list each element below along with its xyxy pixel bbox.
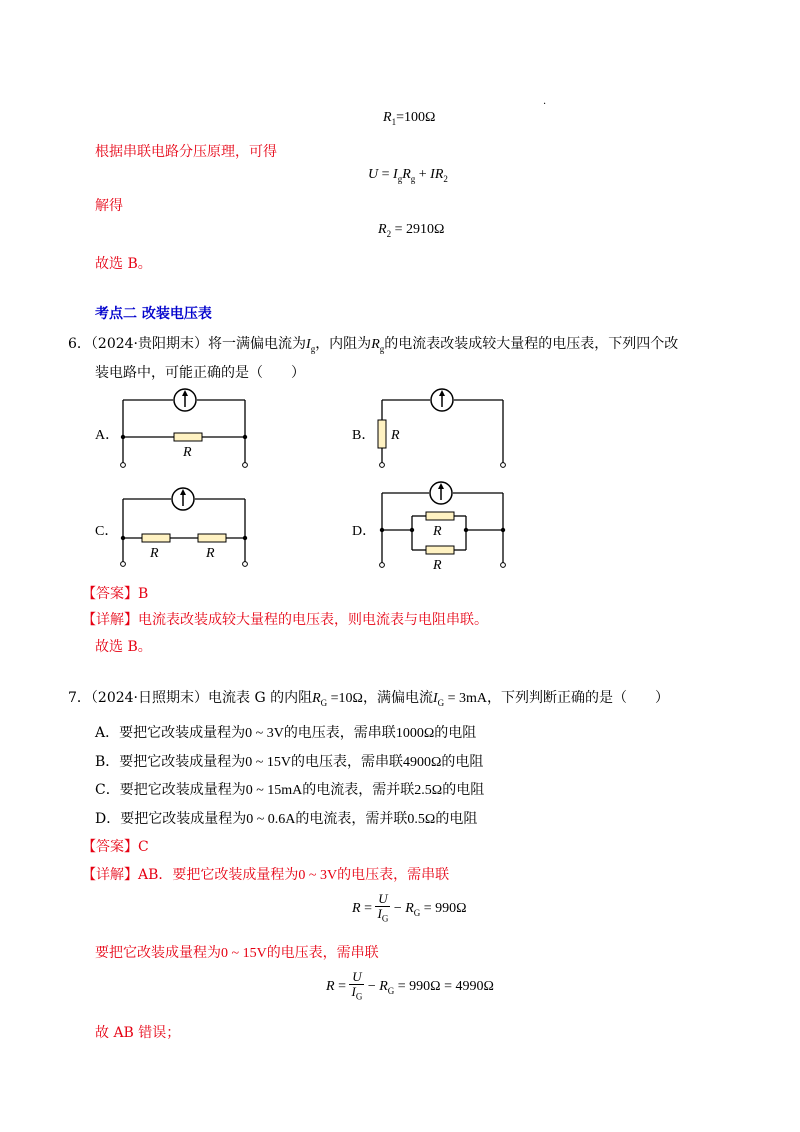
- resistor-label: R: [391, 428, 400, 443]
- text-ab-wrong: 故 AB 错误；: [95, 1025, 181, 1041]
- formula-u: $U = I_gR_g + IR_2$: [368, 167, 448, 184]
- resistor-icon: [198, 534, 226, 542]
- question-6-line2: 装电路中，可能正确的是（ ）: [95, 365, 305, 381]
- answer-7: 【答案】C: [82, 839, 149, 855]
- option-c-label[interactable]: C．: [95, 524, 119, 539]
- resistor-label: R: [433, 524, 442, 539]
- resistor-icon: [174, 433, 202, 441]
- resistor-label: R: [433, 558, 442, 573]
- formula-r-990: R = $\frac{U}{I_G}$ − $R_G = 990\Omega$: [352, 891, 467, 924]
- option-7-d[interactable]: D．要把它改装成量程为0 ~ 0.6A的电流表，需并联0.5Ω的电阻: [95, 811, 478, 827]
- resistor-icon: [378, 420, 386, 448]
- question-6-line1: 6．（2024·贵阳期末）将一满偏电流为$I_g$，内阻为$R_g$的电流表改装成较大量程的电压表，下列四个改: [68, 336, 679, 354]
- option-a-label[interactable]: A．: [95, 428, 120, 443]
- text-solve: 解得: [95, 198, 123, 214]
- option-d-label[interactable]: D．: [352, 524, 377, 539]
- text-15v: 要把它改装成量程为0 ~ 15V的电压表，需串联: [95, 945, 379, 961]
- option-7-c[interactable]: C．要把它改装成量程为0 ~ 15mA的电流表，需并联2.5Ω的电阻: [95, 782, 485, 798]
- option-b-label[interactable]: B．: [352, 428, 376, 443]
- circuit-a: [110, 385, 260, 470]
- circuit-b: [370, 385, 520, 470]
- formula-r1: $R_1=100\Omega$: [383, 110, 436, 127]
- text-series-principle: 根据串联电路分压原理，可得: [95, 144, 277, 160]
- section-title: 考点二 改装电压表: [95, 306, 212, 322]
- resistor-label: R: [150, 546, 159, 561]
- text-choose-b-1: 故选 B。: [95, 256, 152, 272]
- option-7-a[interactable]: A．要把它改装成量程为0 ~ 3V的电压表，需串联1000Ω的电阻: [95, 725, 477, 741]
- text-choose-b-2: 故选 B。: [95, 639, 152, 655]
- resistor-label: R: [206, 546, 215, 561]
- formula-r2: $R_2 = 2910\Omega$: [378, 222, 445, 239]
- resistor-icon: [426, 512, 454, 520]
- resistor-icon: [426, 546, 454, 554]
- question-7-line1: 7．（2024·日照期末）电流表 G 的内阻$R_G =10\Omega$，满偏电流$I_G = 3mA$，下列判断正确的是（ ）: [68, 690, 670, 708]
- circuit-d: [370, 478, 520, 573]
- option-7-b[interactable]: B．要把它改装成量程为0 ~ 15V的电压表，需串联4900Ω的电阻: [95, 754, 484, 770]
- formula-r-4990: R = $\frac{U}{I_G}$ − $R_G = 990\Omega = 4990\Omega$: [326, 969, 494, 1002]
- answer-6: 【答案】B: [82, 586, 149, 602]
- page-dot: .: [543, 96, 547, 107]
- circuit-c: [110, 484, 260, 569]
- detail-6: 【详解】电流表改装成较大量程的电压表，则电流表与电阻串联。: [82, 612, 488, 628]
- detail-7: 【详解】AB．要把它改装成量程为0 ~ 3V的电压表，需串联: [82, 867, 450, 883]
- resistor-icon: [142, 534, 170, 542]
- resistor-label: R: [183, 445, 192, 460]
